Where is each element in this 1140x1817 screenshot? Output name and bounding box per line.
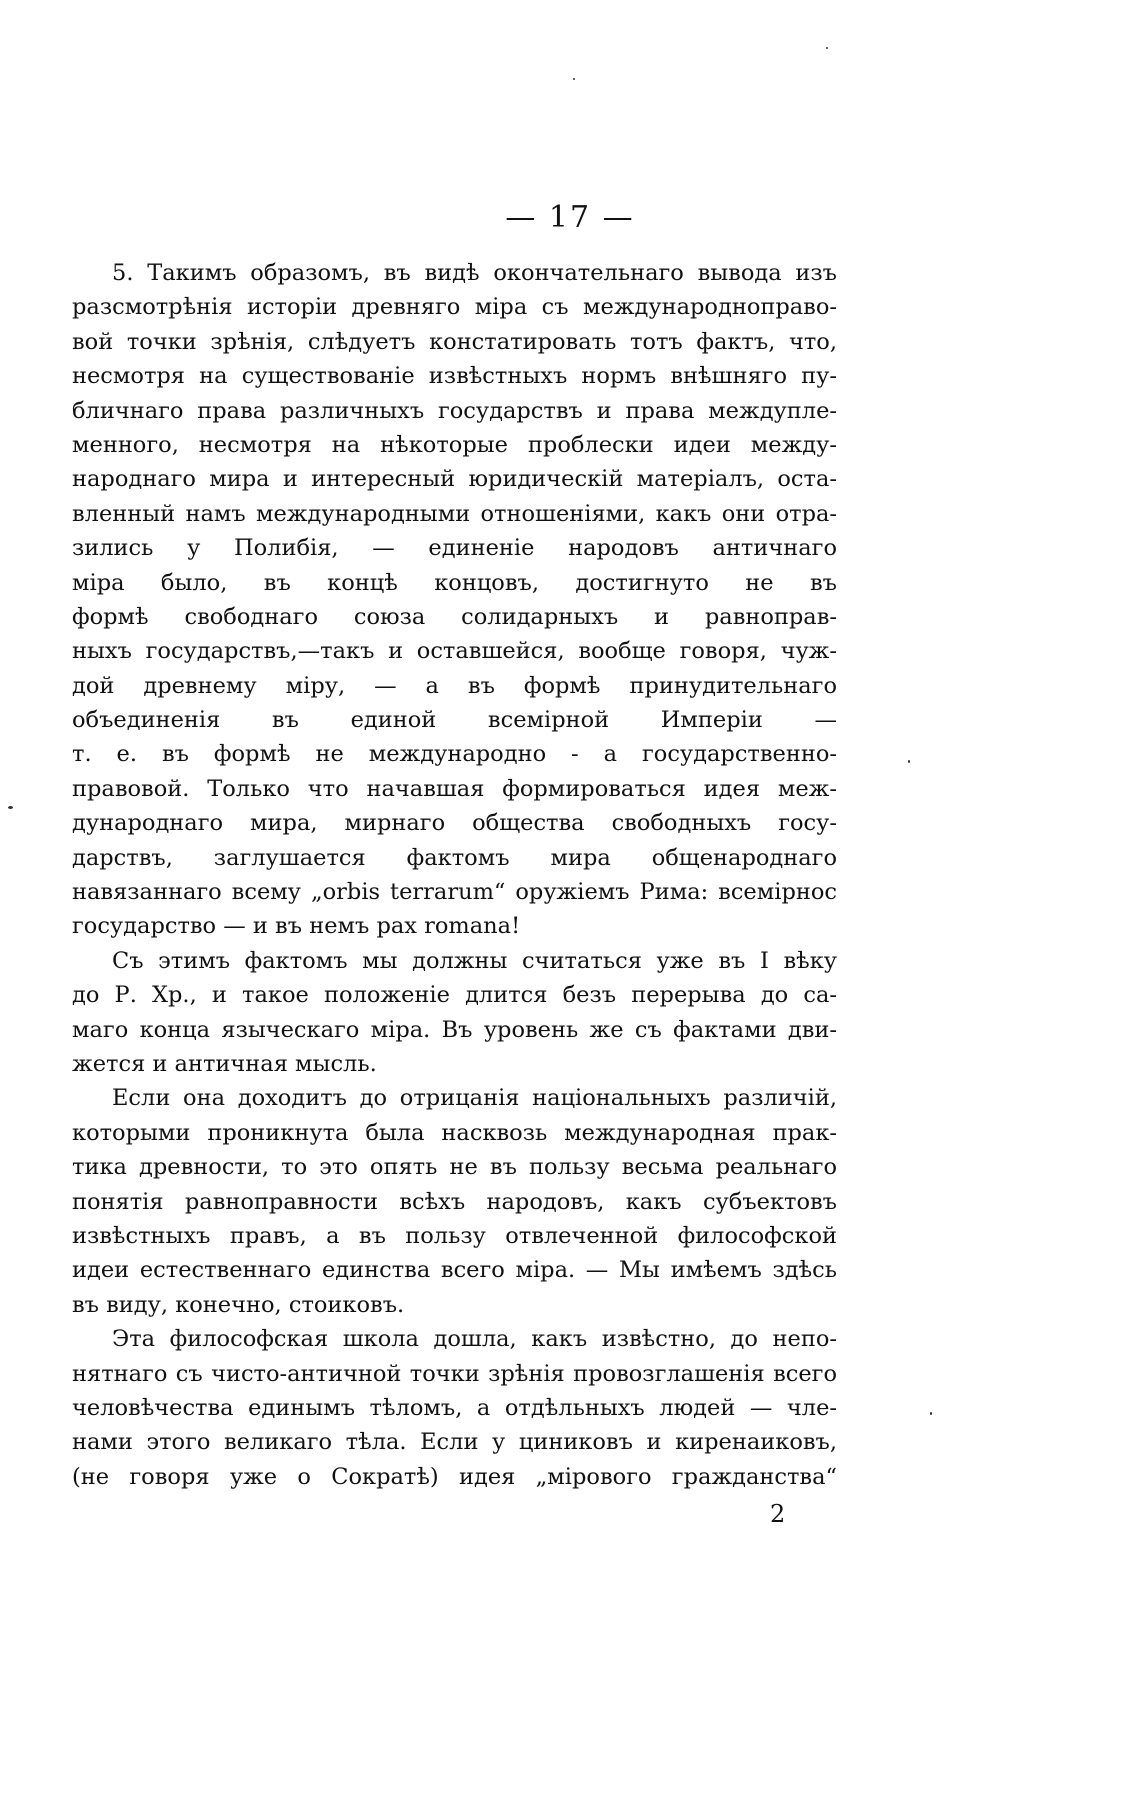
- text-line: т. е. въ формѣ не международно - а государственно-: [72, 741, 837, 768]
- text-line: 5. Такимъ образомъ, въ видѣ окончательнаго вывода изъ: [112, 260, 837, 286]
- text-line: міра было, въ концѣ концовъ, достигнуто не въ: [72, 569, 837, 596]
- text-line: Если она доходитъ до отрицанія національныхъ различій,: [112, 1085, 837, 1112]
- text-line: Эта философская школа дошла, какъ извѣстно, до непо-: [112, 1326, 837, 1353]
- text-line: правовой. Только что начавшая формироваться идея меж-: [72, 775, 837, 802]
- text-line: вленный намъ международными отношеніями, какъ они отра-: [72, 500, 837, 527]
- text-line: ныхъ государствъ,—такъ и оставшейся, вообще говоря, чуж-: [72, 638, 837, 665]
- text-line: человѣчества единымъ тѣломъ, а отдѣльныхъ людей — чле-: [72, 1394, 837, 1421]
- text-line: народнаго мира и интересный юридическій матеріалъ, оста-: [72, 466, 837, 493]
- text-line: вой точки зрѣнія, слѣдуетъ констатировать тотъ фактъ, что,: [72, 328, 837, 355]
- text-line: нами этого великаго тѣла. Если у циниковъ и киренаиковъ,: [72, 1429, 837, 1456]
- text-line: которыми проникнута была насквозь международная прак-: [72, 1119, 837, 1146]
- print-speck: [573, 78, 575, 80]
- printer-signature-mark: 2: [770, 1500, 786, 1528]
- text-line: тика древности, то это опять не въ пользу весьма реальнаго: [72, 1154, 837, 1181]
- text-line: извѣстныхъ правъ, а въ пользу отвлеченной философской: [72, 1222, 837, 1249]
- text-line: жется и античная мысль.: [72, 1050, 377, 1077]
- text-line: въ виду, конечно, стоиковъ.: [72, 1291, 405, 1318]
- print-speck: [908, 760, 910, 763]
- text-line: маго конца языческаго міра. Въ уровень же съ фактами дви-: [72, 1016, 837, 1043]
- text-line: (не говоря уже о Сократѣ) идея „мірового гражданства“: [72, 1463, 837, 1490]
- text-line: объединенія въ единой всемірной Имперіи —: [72, 707, 837, 734]
- text-line: несмотря на существованіе извѣстныхъ нормъ внѣшняго пу-: [72, 363, 837, 390]
- text-line: формѣ свободнаго союза солидарныхъ и равноправ-: [72, 603, 837, 630]
- text-line: понятія равноправности всѣхъ народовъ, какъ субъектовъ: [72, 1188, 837, 1215]
- print-speck: [930, 1412, 932, 1415]
- print-speck: [8, 806, 13, 809]
- text-line: дой древнему міру, — а въ формѣ принудительнаго: [72, 672, 837, 699]
- text-line: до Р. Хр., и такое положеніе длится безъ перерыва до са-: [72, 982, 837, 1009]
- text-line: идеи естественнаго единства всего міра. — Мы имѣемъ здѣсь: [72, 1257, 837, 1284]
- body-text: [72, 256, 837, 1494]
- text-line: дународнаго мира, мирнаго общества свободныхъ госу-: [72, 810, 837, 837]
- text-line: государство — и въ немъ pax romana!: [72, 913, 521, 940]
- text-line: Съ этимъ фактомъ мы должны считаться уже въ I вѣку: [112, 947, 837, 974]
- text-line: бличнаго права различныхъ государствъ и права междупле-: [72, 397, 837, 424]
- text-line: нятнаго съ чисто-античной точки зрѣнія провозглашенія всего: [72, 1360, 837, 1387]
- text-line: зились у Полибія, — единеніе народовъ античнаго: [72, 535, 837, 562]
- print-speck: [826, 47, 828, 49]
- text-line: менного, несмотря на нѣкоторые проблески идеи между-: [72, 431, 837, 458]
- text-line: разсмотрѣнія исторіи древняго міра съ международноправо-: [72, 294, 837, 321]
- text-line: навязаннаго всему „orbis terrarum“ оружіемъ Рима: всемірнос: [72, 879, 837, 906]
- page-number: — 17 —: [505, 200, 635, 235]
- text-line: дарствъ, заглушается фактомъ мира общенароднаго: [72, 844, 837, 871]
